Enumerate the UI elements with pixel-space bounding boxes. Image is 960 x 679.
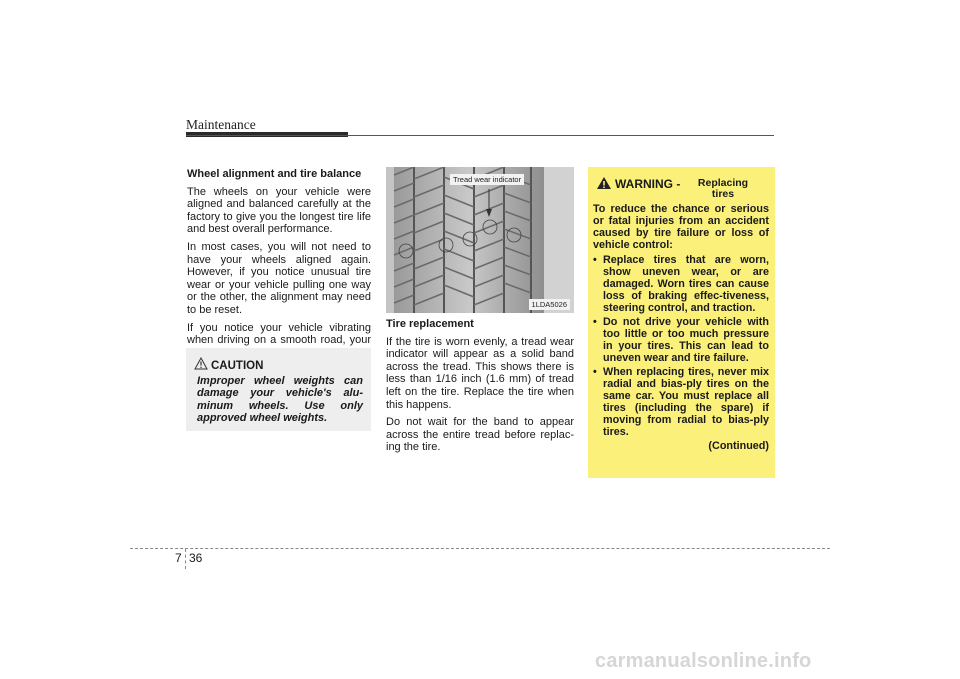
warning-title: WARNING - [615,177,681,191]
warning-item [593,366,769,438]
bullet-icon: • [593,366,597,378]
wheel-alignment-paragraph-3: If you notice your vehicle vibrating when driving on a smooth road, your [187,321,371,347]
wheel-alignment-paragraph-2: In most cases, you will not need to have your wheels aligned again. However, if you notice unusual tire wear or your vehicle pulling one way or the other, the alignment may need to be reset. [187,240,371,316]
warning-continued: (Continued) [708,440,769,452]
caution-box [186,348,371,431]
warning-list [593,254,769,438]
tire-tread-figure [386,167,574,313]
tire-replacement-section [386,318,574,459]
warning-item-text: Replace tires that are worn, show uneven wear, or are damaged. Worn tires can cause loss of braking effec-tiveness, steering control, and traction. [603,254,769,314]
warning-item-text: Do not drive your vehicle with too little or too much pressure in your tires. This can lead to uneven wear and tire failure. [603,316,769,364]
footer-chapter-number: 7 [175,551,182,565]
wheel-alignment-section [187,168,371,364]
bullet-icon: • [593,316,597,328]
warning-box [588,167,775,478]
tire-replacement-heading: Tire replacement [386,318,474,330]
warning-subtitle: Replacing tires [697,177,749,200]
caution-triangle-icon [194,357,208,370]
footer-rule [130,548,830,549]
caution-title: CAUTION [211,360,264,372]
footer-page-number: 36 [189,551,203,565]
warning-intro: To reduce the chance or serious or fatal injuries from an accident caused by tire failure or loss of vehicle control: [593,203,769,251]
wheel-alignment-paragraph-1: The wheels on your vehicle were aligned and balanced carefully at the factory to give you the longest tire life and best overall performance. [187,185,371,236]
page-header-title: Maintenance [186,117,256,132]
watermark: carmanualsonline.info [595,650,812,672]
wheel-alignment-heading: Wheel alignment and tire balance [187,168,362,180]
warning-item [593,316,769,364]
tire-replacement-paragraph-2: Do not wait for the band to appear across the entire tread before replac-ing the tire. [386,416,574,454]
header-rule-thin [186,135,774,136]
warning-item [593,254,769,314]
tire-replacement-paragraph-1: If the tire is worn evenly, a tread wear indicator will appear as a solid band across the tread. This shows there is less than 1/16 inch (1.6 mm) of tread left on the tire. Replace the tire when this happens. [386,335,574,411]
tread-wear-indicator-callout: Tread wear indicator [450,174,524,185]
warning-body [593,203,769,452]
figure-code: 1LDA5026 [529,299,570,310]
tire-tread-illustration [386,167,574,313]
caution-body: Improper wheel weights can damage your vehicle's alu-minum wheels. Use only approved wheel weights. [197,375,363,425]
bullet-icon: • [593,254,597,266]
warning-item-text: When replacing tires, never mix radial and bias-ply tires on the same car. You must replace all tires (including the spare) if moving from radial to bias-ply tires. [603,366,769,438]
warning-triangle-icon [596,176,612,190]
footer-divider [185,549,186,569]
